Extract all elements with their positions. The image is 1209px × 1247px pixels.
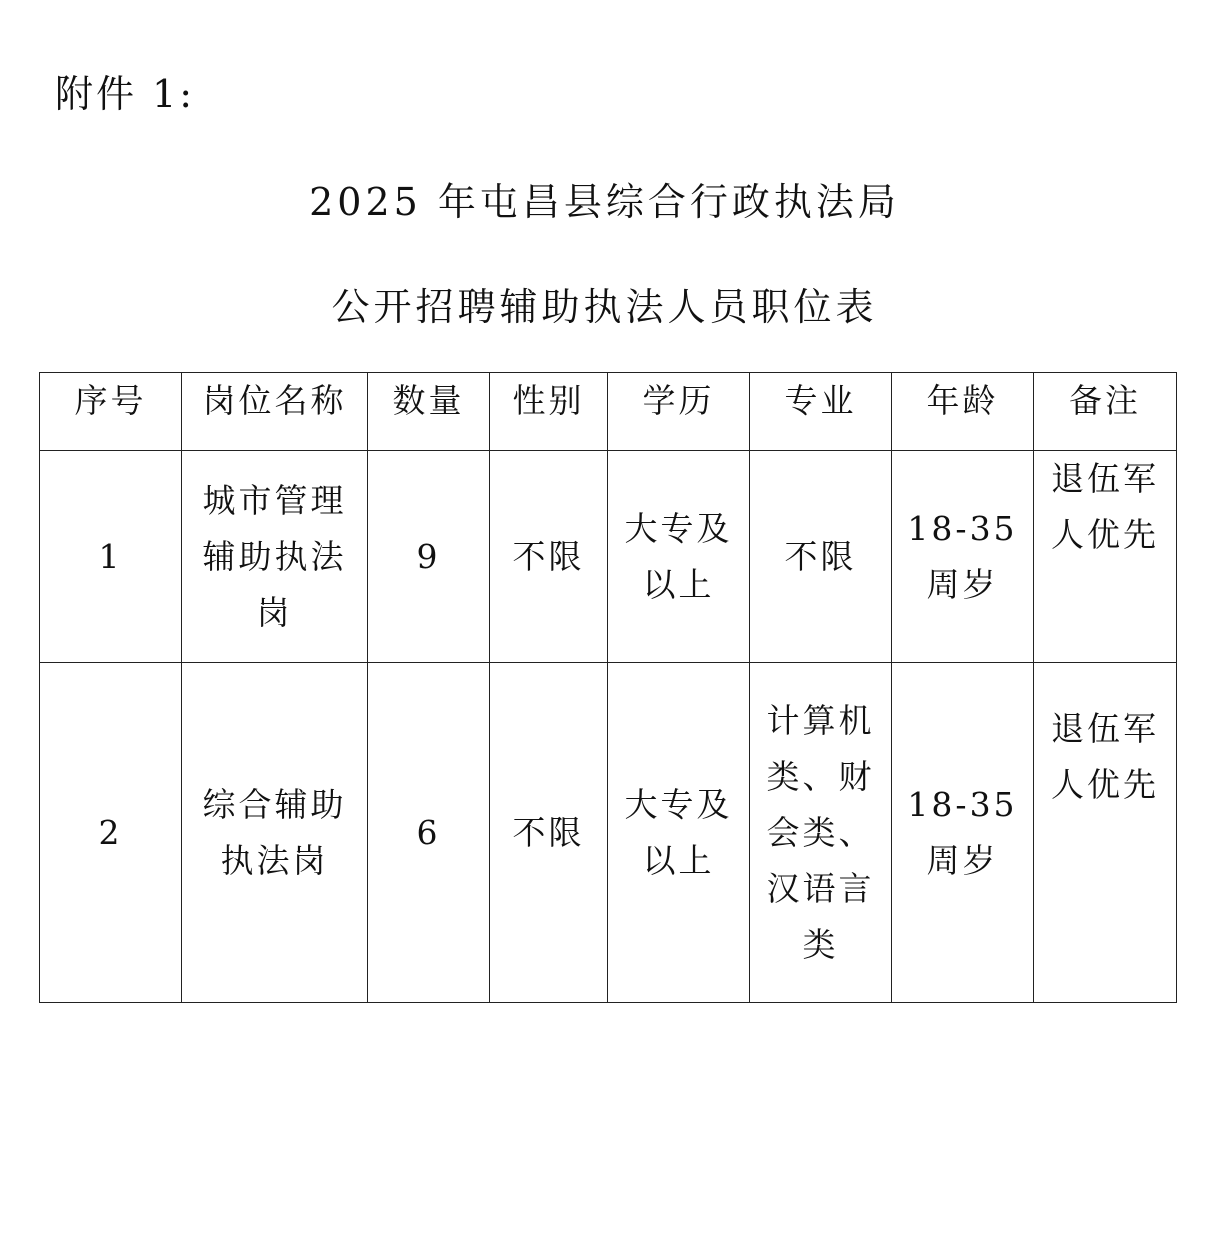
attachment-label: 附件 1: — [55, 72, 196, 116]
cell-count: 6 — [368, 663, 490, 1003]
page-title-line-1: 2025 年屯昌县综合行政执法局 — [309, 180, 900, 224]
table-header-row — [40, 373, 1177, 451]
cell-position: 城市管理辅助执法岗 — [182, 451, 368, 663]
cell-index: 1 — [40, 451, 182, 663]
header-note: 备注 — [1034, 373, 1177, 451]
cell-note: 退伍军人优先 — [1034, 663, 1177, 1003]
cell-major: 不限 — [750, 451, 892, 663]
table-row — [40, 663, 1177, 1003]
table-row — [40, 451, 1177, 663]
header-position: 岗位名称 — [182, 373, 368, 451]
header-major: 专业 — [750, 373, 892, 451]
cell-education: 大专及以上 — [608, 451, 750, 663]
header-education: 学历 — [608, 373, 750, 451]
job-positions-table — [39, 372, 1177, 1003]
cell-gender: 不限 — [490, 451, 608, 663]
cell-age: 18-35 周岁 — [892, 451, 1034, 663]
cell-position: 综合辅助执法岗 — [182, 663, 368, 1003]
page-title-line-2: 公开招聘辅助执法人员职位表 — [331, 285, 878, 329]
cell-count: 9 — [368, 451, 490, 663]
header-gender: 性别 — [490, 373, 608, 451]
cell-index: 2 — [40, 663, 182, 1003]
cell-age: 18-35 周岁 — [892, 663, 1034, 1003]
cell-major: 计算机类、财会类、汉语言类 — [750, 663, 892, 1003]
cell-education: 大专及以上 — [608, 663, 750, 1003]
header-count: 数量 — [368, 373, 490, 451]
header-age: 年龄 — [892, 373, 1034, 451]
cell-note: 退伍军人优先 — [1034, 451, 1177, 663]
header-index: 序号 — [40, 373, 182, 451]
cell-gender: 不限 — [490, 663, 608, 1003]
